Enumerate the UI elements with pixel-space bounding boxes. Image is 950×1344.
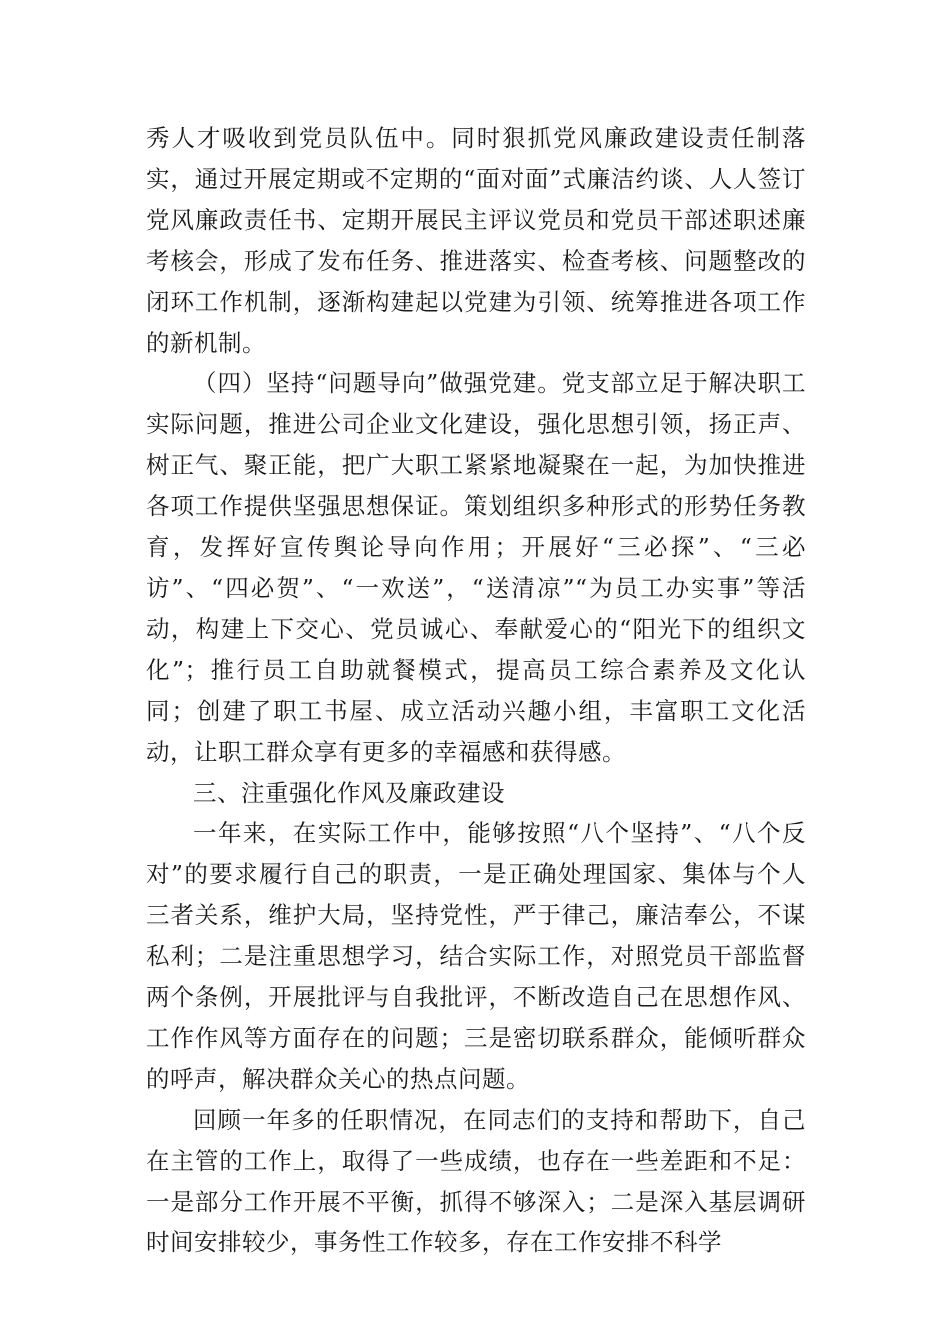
paragraph-shortcomings: 回顾一年多的任职情况，在同志们的支持和帮助下，自己在主管的工作上，取得了一些成绩，也存在一些差距和不足：一是部分工作开展不平衡，抓得不够深入；二是深入基层调研时间安排较少，事务性工作较多，存在工作安排不科学 [146, 1105, 806, 1257]
paragraph-problem-oriented: （四）坚持“问题导向”做强党建。党支部立足于解决职工实际问题，推进公司企业文化建设，强化思想引领，扬正声、树正气、聚正能，把广大职工紧紧地凝聚在一起，为加快推进各项工作提供坚强思想保证。策划组织多种形式的形势任务教育，发挥好宣传舆论导向作用；开展好“三必探”、“三必访”、“四必贺”、“一欢送”，“送清凉”“为员工办实事”等活动，构建上下交心、党员诚心、奉献爱心的“阳光下的组织文化”；推行员工自助就餐模式，提高员工综合素养及文化认同；创建了职工书屋、成立活动兴趣小组，丰富职工文化活动，让职工群众享有更多的幸福感和获得感。 [146, 369, 806, 766]
paragraph-party-building-accountability: 秀人才吸收到党员队伍中。同时狠抓党风廉政建设责任制落实，通过开展定期或不定期的“面对面”式廉洁约谈、人人签订党风廉政责任书、定期开展民主评议党员和党员干部述职述廉考核会，形成了发布任务、推进落实、检查考核、问题整改的闭环工作机制，逐渐构建起以党建为引领、统筹推进各项工作的新机制。 [146, 124, 806, 357]
section-heading-style-integrity: 三、注重强化作风及廉政建设 [193, 778, 505, 807]
document-body [146, 118, 806, 1263]
paragraph-year-review: 一年来，在实际工作中，能够按照“八个坚持”、“八个反对”的要求履行自己的职责，一是正确处理国家、集体与个人三者关系，维护大局，坚持党性，严于律己，廉洁奉公，不谋私利；二是注重思想学习，结合实际工作，对照党员干部监督两个条例，开展批评与自我批评，不断改造自己在思想作风、工作作风等方面存在的问题；三是密切联系群众，能倾听群众的呼声，解决群众关心的热点问题。 [146, 819, 806, 1093]
